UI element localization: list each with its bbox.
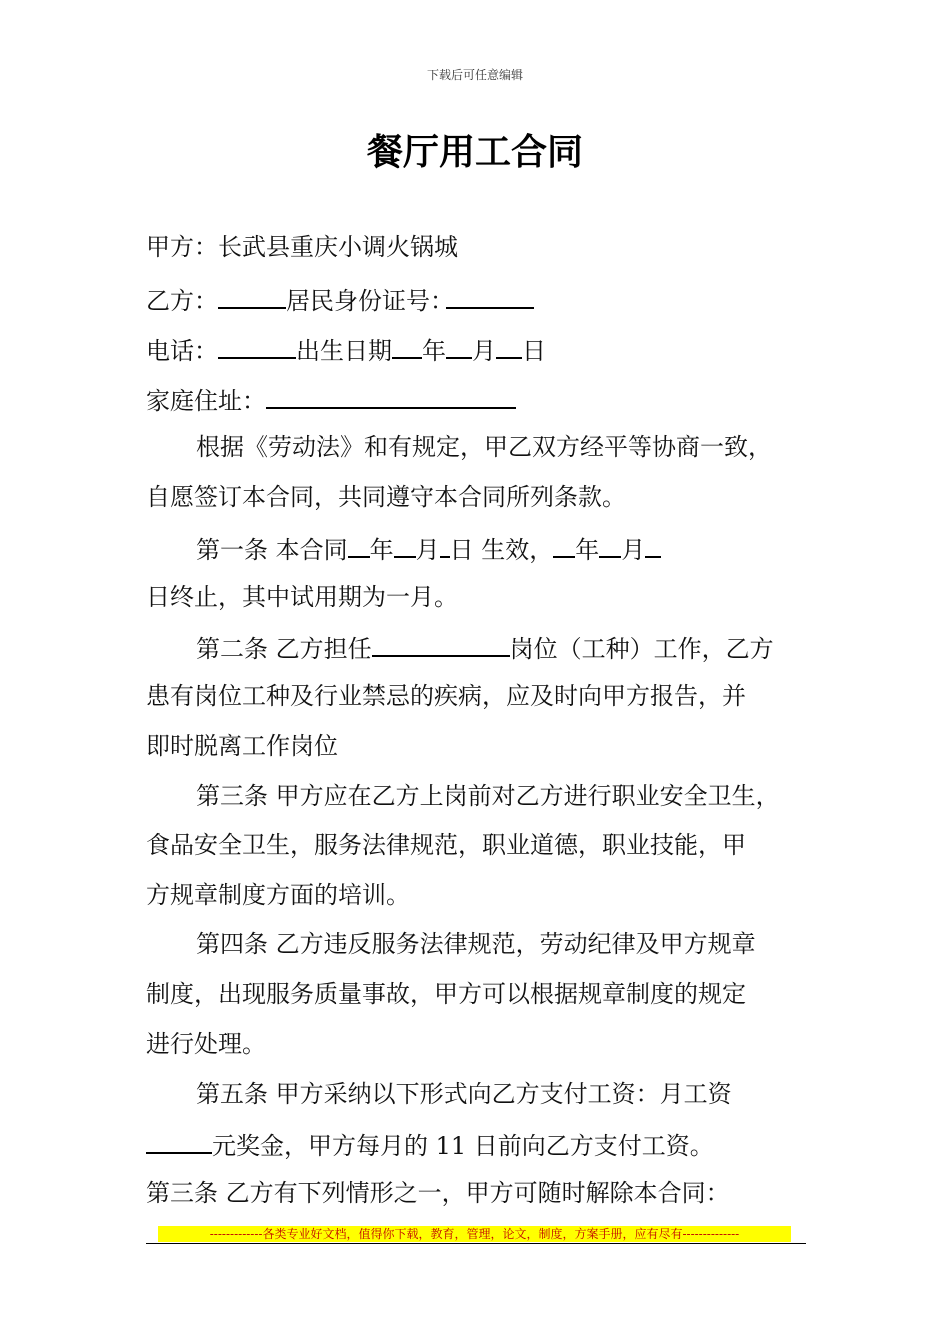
article1-end-day-blank (645, 530, 661, 558)
article1-start-month-blank (394, 530, 416, 558)
article3-line-1: 第三条 甲方应在乙方上岗前对乙方进行职业安全卫生， (196, 782, 780, 810)
article2-rest: 岗位（工种）工作，乙方 (509, 635, 774, 663)
article2-line-2: 患有岗位工种及行业禁忌的疾病，应及时向甲方报告，并 (146, 682, 746, 710)
article2-lead: 第二条 乙方担任 (196, 635, 372, 663)
article1-end-month-blank (599, 530, 621, 558)
birth-year-label: 年 (422, 337, 446, 365)
article1-lead: 第一条 本合同 (196, 536, 348, 564)
party-b-label: 乙方： (146, 287, 218, 315)
article1-line-2: 日终止，其中试用期为一月。 (146, 583, 458, 611)
document-title: 餐厅用工合同 (366, 132, 583, 173)
birth-day-label: 日 (522, 337, 546, 365)
party-b-id-label: 居民身份证号： (286, 287, 454, 315)
article5-line-2-text: 元奖金，甲方每月的 11 日前向乙方支付工资。 (212, 1132, 714, 1160)
article1-effective: 日 生效， (449, 536, 554, 564)
intro-line-2: 自愿签订本合同，共同遵守本合同所列条款。 (146, 483, 626, 511)
article1-year-label: 年 (369, 536, 394, 564)
footer-divider (146, 1243, 806, 1244)
article1-month-label: 月 (415, 536, 440, 564)
birth-year-blank (392, 331, 422, 359)
birth-month-label: 月 (472, 337, 496, 365)
phone-label: 电话： (146, 337, 218, 365)
article2-line-3: 即时脱离工作岗位 (146, 732, 338, 760)
birth-month-blank (446, 331, 472, 359)
article5-line-2 (146, 1126, 714, 1163)
article1-line-1 (196, 530, 661, 567)
article6-line-1: 第三条 乙方有下列情形之一，甲方可随时解除本合同： (146, 1179, 730, 1207)
article1-year2-label: 年 (575, 536, 600, 564)
article2-position-blank (372, 629, 510, 657)
article4-line-2: 制度，出现服务质量事故，甲方可以根据规章制度的规定 (146, 980, 746, 1008)
article4-line-1: 第四条 乙方违反服务法律规范，劳动纪律及甲方规章 (196, 930, 756, 958)
birth-day-blank (496, 331, 522, 359)
article5-line-1: 第五条 甲方采纳以下形式向乙方支付工资：月工资 (196, 1080, 732, 1108)
party-b-line (146, 281, 534, 318)
party-a-name: 长武县重庆小调火锅城 (218, 233, 458, 261)
article5-salary-blank (146, 1126, 212, 1154)
phone-blank (218, 331, 296, 359)
article1-month2-label: 月 (621, 536, 646, 564)
intro-line-1: 根据《劳动法》和有规定，甲乙双方经平等协商一致， (196, 433, 772, 461)
article2-line-1 (196, 629, 774, 666)
article1-start-day-blank (440, 530, 450, 558)
article1-end-year-blank (553, 530, 575, 558)
party-a-label: 甲方： (146, 233, 218, 261)
birth-label: 出生日期 (296, 337, 392, 365)
party-b-id-blank (446, 281, 534, 309)
article4-line-3: 进行处理。 (146, 1030, 266, 1058)
party-a-line (146, 230, 458, 264)
footer-banner: -------------各类专业好文档，值得你下载，教育，管理，论文，制度，方案手册，应有尽有-------------- (158, 1226, 791, 1242)
address-label: 家庭住址： (146, 387, 266, 415)
address-blank (266, 381, 516, 409)
article3-line-3: 方规章制度方面的培训。 (146, 881, 410, 909)
phone-line (146, 331, 546, 368)
article3-line-2: 食品安全卫生，服务法律规范，职业道德，职业技能，甲 (146, 831, 746, 859)
article1-start-year-blank (348, 530, 370, 558)
page-header-note: 下载后可任意编辑 (426, 68, 523, 82)
address-line (146, 381, 516, 418)
party-b-name-blank (218, 281, 286, 309)
